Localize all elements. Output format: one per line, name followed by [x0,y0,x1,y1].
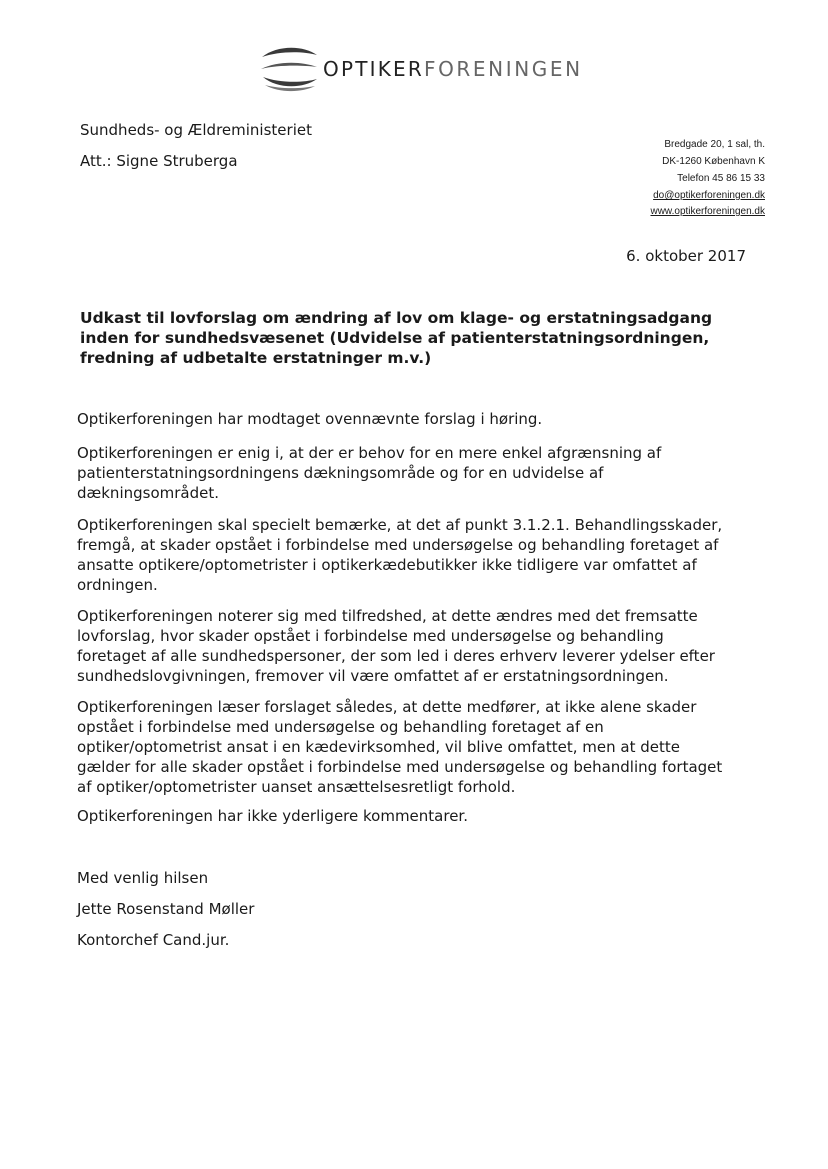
subject-line: fredning af udbetalte erstatninger m.v.) [80,349,432,367]
paragraph-line: gælder for alle skader opstået i forbindelse med undersøgelse og behandling fortaget [77,758,723,776]
paragraph-line: foretaget af alle sundhedspersoner, der som led i deres erhverv leverer ydelser efter [77,647,715,665]
subject-line: Udkast til lovforslag om ændring af lov om klage- og erstatningsadgang [80,309,713,327]
signature-name: Jette Rosenstand Møller [77,900,255,918]
paragraph-6 [77,806,757,826]
logo-emblem-icon [259,43,319,95]
letter-date: 6. oktober 2017 [626,247,746,265]
letter-subject [80,308,720,368]
paragraph-3 [77,515,757,595]
paragraph-line: optiker/optometrist ansat i en kædevirksomhed, vil blive omfattet, men at dette [77,738,680,756]
recipient-ministry: Sundheds- og Ældreministeriet [80,121,312,139]
sender-phone: Telefon 45 86 15 33 [677,173,765,184]
sender-city: DK-1260 København K [662,156,765,167]
paragraph-line: sundhedslovgivningen, fremover vil være omfattet af er erstatningsordningen. [77,667,669,685]
logo-text-light: FORENINGEN [423,57,583,81]
paragraph-line: patienterstatningsordningens dækningsområde og for en udvidelse af [77,464,604,482]
sender-street: Bredgade 20, 1 sal, th. [664,139,765,150]
paragraph-line: lovforslag, hvor skader opstået i forbindelse med undersøgelse og behandling [77,627,664,645]
sender-email-link[interactable]: do@optikerforeningen.dk [653,190,765,201]
paragraph-line: Optikerforeningen er enig i, at der er behov for en mere enkel afgrænsning af [77,444,662,462]
sender-web-link[interactable]: www.optikerforeningen.dk [650,206,765,217]
paragraph-line: Optikerforeningen noterer sig med tilfredshed, at dette ændres med det fremsatte [77,607,698,625]
paragraph-line: af optiker/optometrister uanset ansættelsesretligt forhold. [77,778,516,796]
subject-line: inden for sundhedsvæsenet (Udvidelse af patienterstatningsordningen, [80,329,710,347]
paragraph-1 [77,409,757,429]
paragraph-line: fremgå, at skader opstået i forbindelse med undersøgelse og behandling foretaget af [77,536,719,554]
signature-title: Kontorchef Cand.jur. [77,931,230,949]
paragraph-5 [77,697,757,797]
paragraph-line: Optikerforeningen har modtaget ovennævnte forslag i høring. [77,410,543,428]
optikerforeningen-logo [259,43,583,95]
paragraph-2 [77,443,757,503]
paragraph-line: ordningen. [77,576,158,594]
paragraph-line: opstået i forbindelse med undersøgelse og behandling foretaget af en [77,718,604,736]
logo-text-bold: OPTIKER [323,57,424,81]
paragraph-line: Optikerforeningen har ikke yderligere kommentarer. [77,807,468,825]
paragraph-line: Optikerforeningen læser forslaget således, at dette medfører, at ikke alene skader [77,698,697,716]
paragraph-line: dækningsområdet. [77,484,220,502]
paragraph-4 [77,606,757,686]
recipient-attention: Att.: Signe Struberga [80,152,238,170]
paragraph-line: Optikerforeningen skal specielt bemærke, at det af punkt 3.1.2.1. Behandlingsskader, [77,516,723,534]
paragraph-line: ansatte optikere/optometrister i optikerkædebutikker ikke tidligere var omfattet af [77,556,697,574]
signature-closing: Med venlig hilsen [77,869,209,887]
